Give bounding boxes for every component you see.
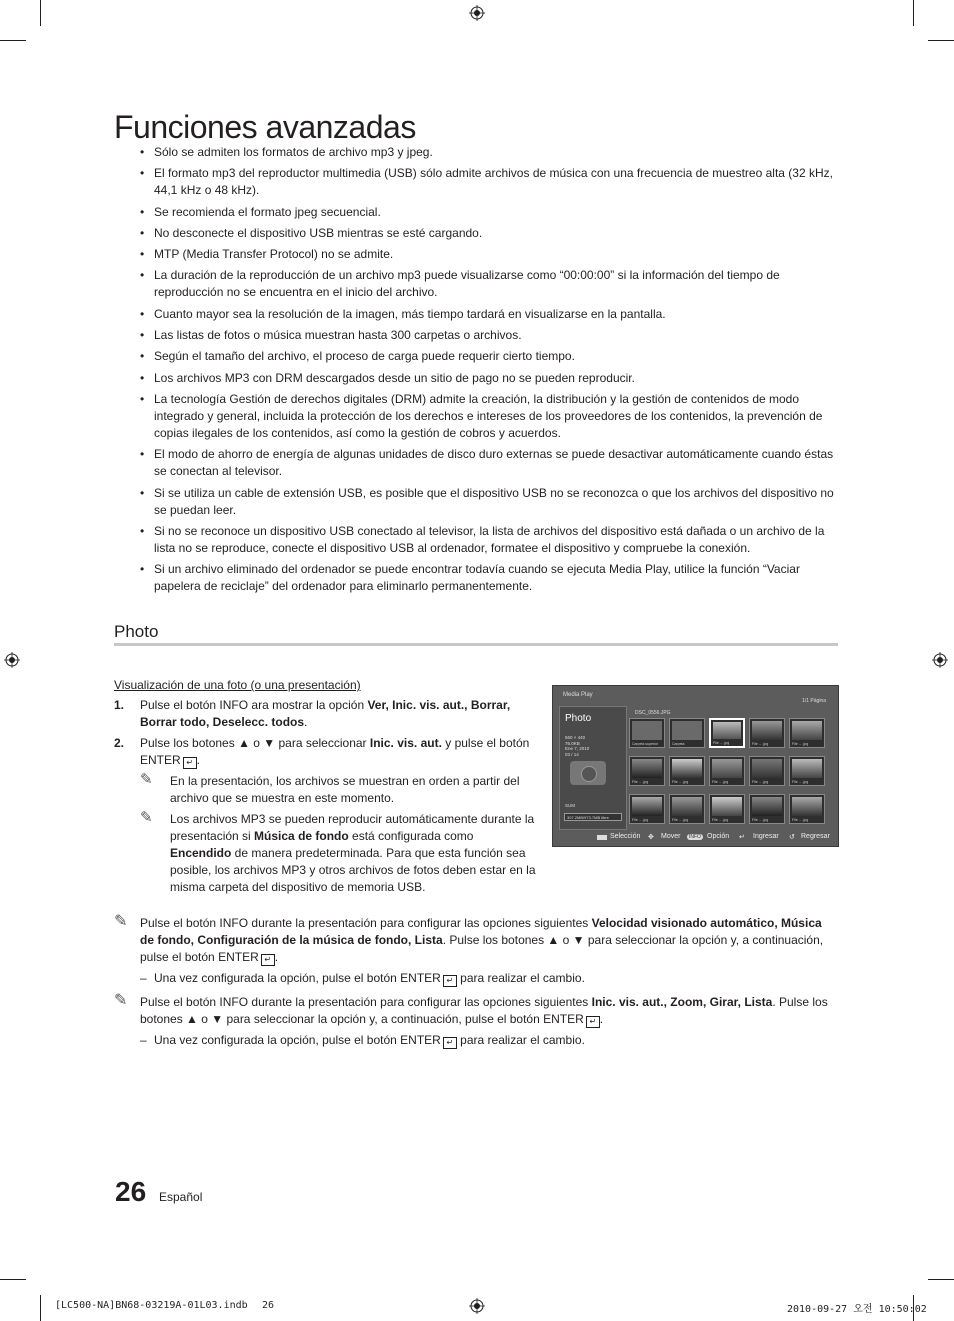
step-text: y pulse el botón bbox=[441, 736, 530, 750]
photo-thumbnail[interactable]: File ... .jpg bbox=[709, 794, 745, 824]
dash-text: Una vez configurada la opción, pulse el botón bbox=[154, 971, 401, 985]
camera-icon bbox=[570, 761, 606, 785]
enter-key-label: ENTER bbox=[218, 950, 259, 964]
photo-info: 560 × 440 76.0KB Ene 7, 2010 03 / 14 bbox=[565, 735, 590, 757]
bullet-item: • Sólo se admiten los formatos de archivo mp3 y jpeg. bbox=[138, 144, 838, 161]
note-text: Pulse el botón bbox=[140, 916, 220, 930]
print-slug-page: 26 bbox=[262, 1300, 275, 1311]
note bbox=[114, 994, 838, 1028]
page-number: 26 bbox=[115, 1176, 147, 1207]
move-arrows-icon: ✥ bbox=[648, 834, 654, 841]
option-name: Inic. vis. aut. bbox=[369, 736, 442, 750]
photo-thumbnail[interactable]: File ... .jpg bbox=[669, 794, 705, 824]
crop-mark bbox=[913, 0, 914, 26]
step-text: Pulse el botón bbox=[140, 698, 220, 712]
return-icon: ↺ bbox=[789, 834, 795, 841]
info-key-label: INFO bbox=[219, 995, 249, 1009]
step-number: 2. bbox=[114, 736, 125, 750]
info-key-icon: INFO bbox=[689, 834, 701, 840]
folder-thumbnail[interactable]: Carpeta superior bbox=[629, 718, 665, 748]
registration-mark-icon bbox=[4, 652, 20, 668]
thumbnail-grid bbox=[629, 718, 831, 824]
option-list: Velocidad visionado automático, Música de fondo, Configuración de la música de fondo, Lista bbox=[140, 916, 822, 947]
photo-instructions bbox=[114, 677, 538, 900]
bullet-list bbox=[138, 144, 838, 599]
dash-text: Una vez configurada la opción, pulse el botón bbox=[154, 1033, 401, 1047]
panel-title: Photo bbox=[565, 713, 592, 724]
option-list: Ver, Inic. vis. aut., Borrar, Borrar todo, Deselecc. todos bbox=[140, 698, 511, 729]
step-number: 1. bbox=[114, 698, 125, 712]
note-text: durante la presentación para configurar las opciones siguientes bbox=[248, 916, 592, 930]
photo-thumbnail[interactable]: File ... .jpg bbox=[749, 756, 785, 786]
photo-thumbnail[interactable]: File ... .jpg bbox=[749, 718, 785, 748]
pencil-note-icon: ✎ bbox=[114, 913, 128, 930]
bullet-item: • La tecnología Gestión de derechos digitales (DRM) admite la creación, la distribución y la gestión de contenidos de modo integrado y general, incluida la protección de los derechos e intereses de los proveedores de los contenidos, la prevención de copias ilegales de los contenidos, así como la gestión de cobros y acuerdos. bbox=[138, 391, 838, 442]
note-text: . Pulse los botones ▲ o ▼ para seleccionar la opción y, a continuación, pulse el botón bbox=[140, 933, 824, 964]
section-title: Photo bbox=[114, 622, 159, 641]
photo-thumbnail[interactable]: File ... .jpg bbox=[709, 756, 745, 786]
bullet-item: • No desconecte el dispositivo USB mientras se esté cargando. bbox=[138, 225, 838, 242]
crop-mark bbox=[0, 40, 26, 41]
bullet-item: • Si un archivo eliminado del ordenador se puede encontrar todavía cuando se ejecuta Media Play, utilice la función “Vaciar papelera de reciclaje” del ordenador para eliminarlo permanentemente. bbox=[138, 561, 838, 595]
photo-thumbnail[interactable]: File ... .jpg bbox=[749, 794, 785, 824]
crop-mark bbox=[928, 40, 954, 41]
bullet-item: • Según el tamaño del archivo, el proceso de carga puede requerir cierto tiempo. bbox=[138, 348, 838, 365]
bullet-item: • El modo de ahorro de energía de algunas unidades de disco duro externas se puede desactivar automáticamente cuando éstas se conectan al televisor. bbox=[138, 446, 838, 480]
enter-icon: ↵ bbox=[443, 975, 457, 987]
step-text: . bbox=[304, 715, 308, 729]
note-text: Pulse el botón bbox=[140, 995, 220, 1009]
enter-icon: ↵ bbox=[261, 954, 275, 966]
pencil-note-icon: ✎ bbox=[114, 992, 128, 1009]
note-text: . bbox=[599, 1012, 604, 1026]
bullet-item: • Se recomienda el formato jpeg secuencial. bbox=[138, 204, 838, 221]
enter-key-label: ENTER bbox=[400, 971, 441, 985]
enter-key-label: ENTER bbox=[543, 1012, 584, 1026]
photo-thumbnail[interactable]: File ... .jpg bbox=[629, 794, 665, 824]
language-label: Español bbox=[159, 1190, 203, 1204]
select-label: Selección bbox=[610, 833, 641, 840]
bullet-item: • Las listas de fotos o música muestran hasta 300 carpetas o archivos. bbox=[138, 327, 838, 344]
crop-mark bbox=[40, 1295, 41, 1321]
step-text: . bbox=[196, 753, 201, 767]
move-label: Mover bbox=[661, 833, 681, 840]
bullet-item: • El formato mp3 del reproductor multimedia (USB) sólo admite archivos de música con una frecuencia de muestreo alta (32 kHz, 44,1 kHz o 48 kHz). bbox=[138, 165, 838, 199]
info-panel bbox=[559, 706, 627, 830]
registration-mark-icon bbox=[469, 1298, 485, 1314]
crop-mark bbox=[928, 1279, 954, 1280]
dash-item bbox=[114, 1032, 838, 1049]
enter-key-label: ENTER bbox=[400, 1033, 441, 1047]
registration-mark-icon bbox=[469, 5, 485, 21]
option-value: Encendido bbox=[170, 846, 232, 860]
enter-label: Ingresar bbox=[753, 833, 779, 840]
media-play-logo: Media Play bbox=[563, 692, 593, 698]
photo-thumbnail[interactable]: File ... .jpg bbox=[629, 756, 665, 786]
step-text: ara mostrar la opción bbox=[248, 698, 368, 712]
tv-screen-illustration bbox=[552, 685, 839, 847]
pencil-note-icon: ✎ bbox=[140, 771, 153, 788]
photo-thumbnail[interactable]: File ... .jpg bbox=[669, 756, 705, 786]
selected-file-name: DSC_0556.JPG bbox=[635, 710, 671, 716]
photo-thumbnail[interactable]: File ... .jpg bbox=[789, 718, 825, 748]
option-label: Opción bbox=[707, 833, 730, 840]
note-text: está configurada como bbox=[348, 829, 474, 843]
info-key-label: INFO bbox=[219, 916, 249, 930]
dash-mark: – bbox=[140, 1033, 147, 1047]
step-1 bbox=[114, 697, 538, 731]
enter-icon: ↵ bbox=[183, 757, 197, 769]
return-label: Regresar bbox=[801, 833, 830, 840]
bullet-item: • Cuanto mayor sea la resolución de la imagen, más tiempo tardará en visualizarse en la pantalla. bbox=[138, 306, 838, 323]
step-2 bbox=[114, 735, 538, 896]
info-key-label: INFO bbox=[219, 698, 249, 712]
enter-key-label: ENTER bbox=[140, 753, 181, 767]
sum-label: SUM bbox=[565, 803, 575, 808]
photo-thumbnail[interactable]: File ... .jpg bbox=[709, 718, 745, 748]
bullet-item: • Si se utiliza un cable de extensión USB, es posible que el dispositivo USB no se reconozca o que los archivos del dispositivo no se puedan leer. bbox=[138, 485, 838, 519]
print-slug-date: 2010-09-27 오전 10:50:02 bbox=[787, 1304, 927, 1315]
tv-button-guide bbox=[553, 832, 838, 844]
pencil-note-icon: ✎ bbox=[140, 809, 153, 826]
slideshow-notes bbox=[114, 915, 838, 1056]
dash-mark: – bbox=[140, 971, 147, 985]
note-text: Los archivos MP3 se pueden reproducir automáticamente durante la presentación si bbox=[170, 812, 535, 843]
note-text: . Pulse los botones ▲ o ▼ para seleccionar la opción y, a continuación, pulse el botón bbox=[140, 995, 828, 1026]
option-list: Inic. vis. aut., Zoom, Girar, Lista bbox=[591, 995, 773, 1009]
bullet-item: • Si no se reconoce un dispositivo USB conectado al televisor, la lista de archivos del dispositivo está dañada o un archivo de la lista no se reproduce, conecte el dispositivo USB al ordenador, formatee el dispositivo y compruebe la conexión. bbox=[138, 523, 838, 557]
page-indicator: 1/1 Página bbox=[802, 698, 826, 704]
note-text: de manera predeterminada. Para que esta función sea posible, los archivos MP3 y otros archivos de fotos deben estar en la misma carpeta del dispositivo de memoria USB. bbox=[170, 846, 536, 894]
crop-mark bbox=[0, 1279, 26, 1280]
section-divider bbox=[114, 643, 838, 646]
registration-mark-icon bbox=[932, 652, 948, 668]
crop-mark bbox=[40, 0, 41, 26]
photo-thumbnail[interactable]: File ... .jpg bbox=[789, 756, 825, 786]
subsection-title: Visualización de una foto (o una presentación) bbox=[114, 678, 361, 692]
folder-thumbnail[interactable]: Carpeta bbox=[669, 718, 705, 748]
select-key-icon bbox=[597, 835, 607, 840]
option-name: Música de fondo bbox=[254, 829, 349, 843]
note-text: . bbox=[274, 950, 279, 964]
dash-text: para realizar el cambio. bbox=[456, 971, 585, 985]
enter-icon: ↵ bbox=[443, 1037, 457, 1049]
note bbox=[140, 773, 538, 807]
print-slug-file: [LC500-NA]BN68-03219A-01L03.indb bbox=[55, 1300, 248, 1311]
step-text: Pulse los botones ▲ o ▼ para seleccionar bbox=[140, 736, 370, 750]
enter-icon: ↵ bbox=[586, 1016, 600, 1028]
dash-item bbox=[114, 970, 838, 987]
note-text: En la presentación, los archivos se muestran en orden a partir del archivo que se muestra en este momento. bbox=[170, 774, 520, 805]
dash-text: para realizar el cambio. bbox=[456, 1033, 585, 1047]
bullet-item: • Los archivos MP3 con DRM descargados desde un sitio de pago no se pueden reproducir. bbox=[138, 370, 838, 387]
bullet-item: • MTP (Media Transfer Protocol) no se admite. bbox=[138, 246, 838, 263]
note-text: durante la presentación para configurar las opciones siguientes bbox=[248, 995, 592, 1009]
bullet-item: • La duración de la reproducción de un archivo mp3 puede visualizarse como “00:00:00” si la información del tiempo de reproducción no se encuentra en el inicio del archivo. bbox=[138, 267, 838, 301]
storage-bar: 307.2MB/973.7MB libre bbox=[564, 813, 622, 821]
note bbox=[140, 811, 538, 896]
note bbox=[114, 915, 838, 966]
page-title: Funciones avanzadas bbox=[114, 109, 416, 146]
photo-thumbnail[interactable]: File ... .jpg bbox=[789, 794, 825, 824]
enter-icon: ↵ bbox=[739, 834, 745, 841]
